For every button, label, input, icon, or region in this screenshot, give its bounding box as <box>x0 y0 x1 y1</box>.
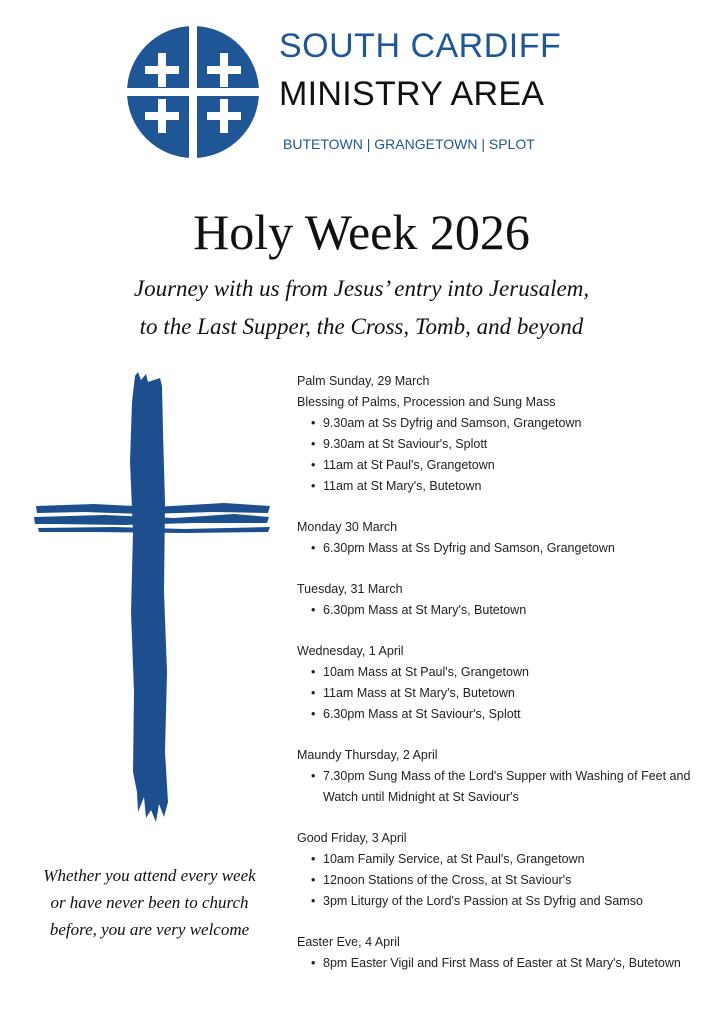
page-title: Holy Week 2026 <box>193 204 530 260</box>
service-item: • 3pm Liturgy of the Lord's Passion at Ss Dyfrig and Samso <box>297 891 717 912</box>
service-item: • 10am Mass at St Paul's, Grangetown <box>297 662 717 683</box>
painted-cross-icon <box>34 372 270 822</box>
day-title: Palm Sunday, 29 March <box>297 374 430 388</box>
org-name-line1: SOUTH CARDIFF <box>279 27 562 65</box>
service-item: • 7.30pm Sung Mass of the Lord's Supper with Washing of Feet and Watch until Midnight at St Saviour's <box>297 766 717 808</box>
service-item: • 10am Family Service, at St Paul's, Grangetown <box>297 849 717 870</box>
day-title: Monday 30 March <box>297 520 398 534</box>
day-title: Tuesday, 31 March <box>297 582 403 596</box>
day-title: Easter Eve, 4 April <box>297 935 400 949</box>
page-subtitle <box>0 270 723 346</box>
subtitle-line2: to the Last Supper, the Cross, Tomb, and beyond <box>139 314 584 339</box>
service-item: • 6.30pm Mass at Ss Dyfrig and Samson, Grangetown <box>297 538 717 559</box>
schedule-day-maundy-thursday <box>297 745 717 808</box>
welcome-line2: or have never been to church <box>50 893 249 912</box>
welcome-line1: Whether you attend every week <box>43 866 256 885</box>
parish-list: BUTETOWN | GRANGETOWN | SPLOT <box>283 136 535 152</box>
day-subtitle: Blessing of Palms, Procession and Sung Mass <box>297 395 556 409</box>
ministry-area-logo-icon <box>127 26 259 158</box>
service-item: • 12noon Stations of the Cross, at St Saviour's <box>297 870 717 891</box>
welcome-line3: before, you are very welcome <box>49 920 250 939</box>
schedule-day-tuesday <box>297 579 717 621</box>
org-name-line2: MINISTRY AREA <box>279 75 545 113</box>
service-schedule <box>297 371 717 994</box>
schedule-day-easter-eve <box>297 932 717 974</box>
service-item: • 8pm Easter Vigil and First Mass of Easter at St Mary's, Butetown <box>297 953 717 974</box>
day-title: Good Friday, 3 April <box>297 831 407 845</box>
day-title: Maundy Thursday, 2 April <box>297 748 438 762</box>
service-item: • 9.30am at Ss Dyfrig and Samson, Grangetown <box>297 413 717 434</box>
day-title: Wednesday, 1 April <box>297 644 404 658</box>
schedule-day-monday <box>297 517 717 559</box>
service-item: • 11am at St Mary's, Butetown <box>297 476 717 497</box>
service-item: • 9.30am at St Saviour's, Splott <box>297 434 717 455</box>
subtitle-line1: Journey with us from Jesus’ entry into Jerusalem, <box>133 276 590 301</box>
service-item: • 6.30pm Mass at St Saviour's, Splott <box>297 704 717 725</box>
service-item: • 11am Mass at St Mary's, Butetown <box>297 683 717 704</box>
service-item: • 6.30pm Mass at St Mary's, Butetown <box>297 600 717 621</box>
service-item: • 11am at St Paul's, Grangetown <box>297 455 717 476</box>
welcome-message <box>22 862 277 943</box>
schedule-day-wednesday <box>297 641 717 725</box>
schedule-day-good-friday <box>297 828 717 912</box>
schedule-day-palm-sunday <box>297 371 717 497</box>
